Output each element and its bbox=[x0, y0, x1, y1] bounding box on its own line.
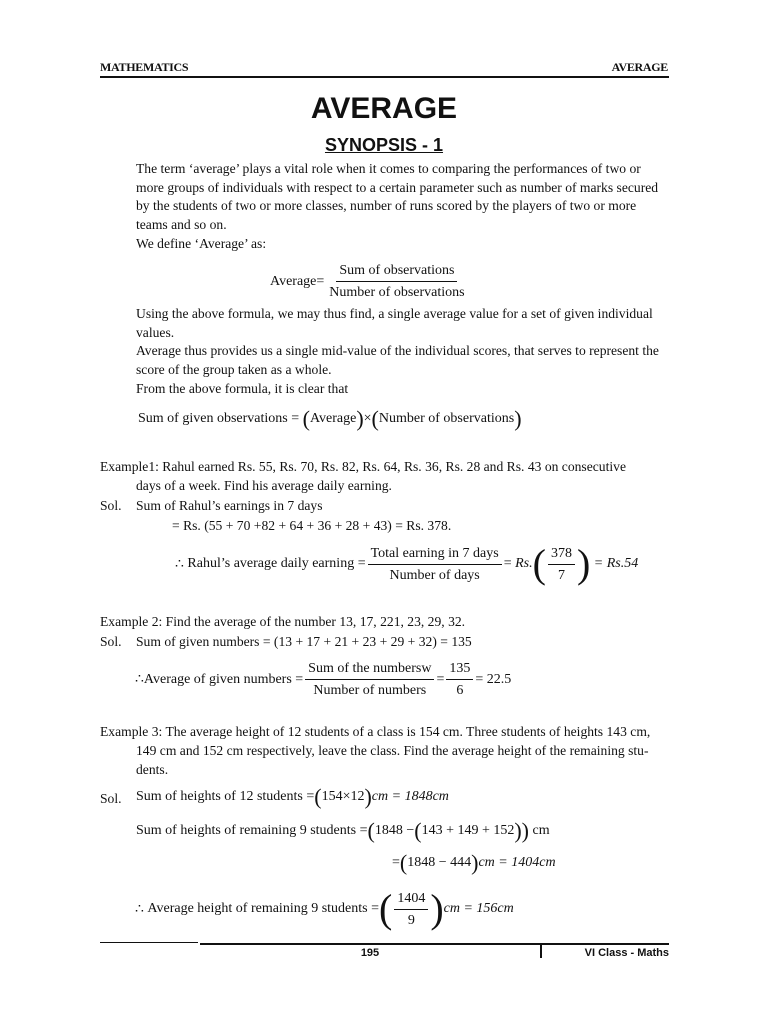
example2-denominator: Number of numbers bbox=[313, 683, 427, 698]
rs-label: Rs. bbox=[515, 556, 533, 571]
example3-denominator: 9 bbox=[407, 912, 415, 928]
intro-paragraph bbox=[136, 160, 670, 254]
example1-question-cont: days of a week. Find his average daily earning. bbox=[136, 478, 392, 493]
intro-line: more groups of individuals with respect to a certain parameter such as number of marks secured bbox=[136, 179, 659, 195]
example1-formula-lhs: Rahul’s average daily earning = bbox=[187, 556, 366, 571]
example1-formula: ∴ Rahul’s average daily earning = $\frac{\text{Total earning in 7 days}}{\text{Number of days}}$ = Rs. ( $\frac{378}{7}$ ) = Rs.54 bbox=[175, 541, 639, 586]
example1-denominator: Number of days bbox=[389, 567, 480, 583]
example1-value-denominator: 7 bbox=[557, 567, 565, 583]
example3-step2: Sum of heights of remaining 9 students = ( 1848 − ( 143 + 149 + 152 )) cm bbox=[136, 818, 550, 843]
equals-sign: = bbox=[392, 855, 400, 870]
therefore-symbol: ∴ bbox=[135, 672, 144, 687]
example2-value-fraction bbox=[446, 660, 473, 699]
intro-line: teams and so on. bbox=[136, 217, 227, 233]
footer-rule bbox=[200, 943, 669, 945]
header-chapter: AVERAGE bbox=[611, 60, 668, 74]
example3-step2-unit: cm bbox=[532, 823, 550, 838]
times-sign: × bbox=[363, 411, 372, 426]
equals-sign: = bbox=[503, 556, 512, 571]
example2-result: = 22.5 bbox=[475, 671, 512, 687]
intro-define: We define ‘Average’ as: bbox=[136, 235, 267, 251]
header-subject: MATHEMATICS bbox=[100, 60, 189, 74]
example3-step3-expr: 1848 − 444 bbox=[407, 855, 472, 870]
explanation-line: From the above formula, it is clear that bbox=[136, 380, 349, 396]
example3-sol-label: Sol. bbox=[100, 791, 122, 806]
example3-question-cont: 149 cm and 152 cm respectively, leave the class. Find the average height of the remaining stu- bbox=[136, 743, 649, 758]
footer-class-label: VI Class - Maths bbox=[584, 947, 669, 959]
sum-formula-count: Number of observations bbox=[378, 411, 515, 426]
example2-value-numerator: 135 bbox=[446, 660, 473, 680]
example1-question: Example1: Rahul earned Rs. 55, Rs. 70, Rs. 82, Rs. 64, Rs. 36, Rs. 28 and Rs. 43 on consecutive bbox=[100, 459, 626, 474]
explanation-line: values. bbox=[136, 324, 175, 340]
example2-formula-lhs: Average of given numbers = bbox=[143, 671, 304, 687]
example2-sol-label: Sol. bbox=[100, 634, 122, 649]
example1-sol-line1: Sum of Rahul’s earnings in 7 days bbox=[136, 498, 323, 513]
equals-sign: = bbox=[436, 671, 445, 687]
example3-step2-b: 143 + 149 + 152 bbox=[421, 823, 515, 838]
example1-value-fraction bbox=[548, 545, 575, 584]
intro-line: The term ‘average’ plays a vital role when it comes to comparing the performances of two or bbox=[136, 161, 641, 176]
example3-step1-lhs: Sum of heights of 12 students = bbox=[136, 789, 315, 804]
intro-line: by the students of two or more classes, number of runs scored by the players of two or more bbox=[136, 198, 637, 214]
example1-result: = Rs.54 bbox=[593, 556, 639, 571]
header-rule bbox=[100, 76, 669, 78]
example1-fraction bbox=[368, 545, 502, 584]
formula-lhs: Average= bbox=[270, 273, 325, 289]
example3-step4: ∴ Average height of remaining 9 students = ( $\frac{1404}{9}$ ) cm = 156cm bbox=[135, 886, 514, 931]
average-formula bbox=[270, 262, 470, 301]
example2-formula bbox=[135, 660, 511, 699]
example3-step2-a: 1848 − bbox=[374, 823, 415, 838]
example3-fraction bbox=[394, 890, 428, 929]
example3-step1: Sum of heights of 12 students = ( 154×12 ) cm = 1848cm bbox=[136, 784, 449, 809]
formula-denominator: Number of observations bbox=[329, 285, 465, 300]
page-title: AVERAGE bbox=[310, 92, 458, 125]
explanation-line: Average thus provides us a single mid-value of the individual scores, that serves to represent the bbox=[136, 343, 659, 359]
therefore-symbol: ∴ bbox=[175, 556, 184, 572]
example2-value-denominator: 6 bbox=[456, 683, 464, 698]
page-number: 195 bbox=[360, 947, 380, 959]
sum-formula-average: Average bbox=[309, 411, 357, 426]
example3-question: Example 3: The average height of 12 students of a class is 154 cm. Three students of heights 143 cm, bbox=[100, 724, 651, 739]
example2-fraction bbox=[305, 660, 434, 699]
example2-sol-line1: Sum of given numbers = (13 + 17 + 21 + 23 + 29 + 32) = 135 bbox=[136, 634, 472, 649]
sum-formula-lhs: Sum of given observations = bbox=[138, 411, 300, 426]
explanation-paragraph bbox=[136, 305, 670, 399]
example2-numerator: Sum of the numbersw bbox=[305, 660, 434, 680]
therefore-symbol: ∴ bbox=[135, 901, 144, 917]
example3-step1-expr: 154×12 bbox=[321, 789, 365, 804]
example3-step4-result: cm = 156cm bbox=[443, 901, 514, 916]
formula-fraction bbox=[326, 262, 467, 301]
example3-step1-result: cm = 1848cm bbox=[371, 789, 449, 804]
example3-question-cont2: dents. bbox=[136, 762, 169, 777]
explanation-line: score of the group taken as a whole. bbox=[136, 362, 332, 378]
explanation-line: Using the above formula, we may thus find, a single average value for a set of given individual bbox=[136, 306, 653, 321]
formula-numerator: Sum of observations bbox=[336, 262, 457, 282]
example1-sol-line2: = Rs. (55 + 70 +82 + 64 + 36 + 28 + 43) = Rs. 378. bbox=[172, 518, 452, 533]
sum-formula: Sum of given observations = ( Average ) × ( Number of observations ) bbox=[138, 406, 522, 431]
footer-rule-left bbox=[100, 942, 198, 943]
example3-step3: = ( 1848 − 444 ) cm = 1404cm bbox=[392, 850, 556, 875]
example1-value-numerator: 378 bbox=[548, 545, 575, 565]
example2-question: Example 2: Find the average of the number 13, 17, 221, 23, 29, 32. bbox=[100, 614, 466, 629]
example3-numerator: 1404 bbox=[394, 890, 428, 910]
example3-step3-result: cm = 1404cm bbox=[478, 855, 556, 870]
example1-numerator: Total earning in 7 days bbox=[368, 545, 502, 565]
example1-sol-label: Sol. bbox=[100, 498, 122, 513]
example3-step2-lhs: Sum of heights of remaining 9 students = bbox=[136, 823, 368, 838]
example3-step4-lhs: Average height of remaining 9 students = bbox=[147, 901, 379, 916]
page-subtitle: SYNOPSIS - 1 bbox=[324, 135, 444, 155]
